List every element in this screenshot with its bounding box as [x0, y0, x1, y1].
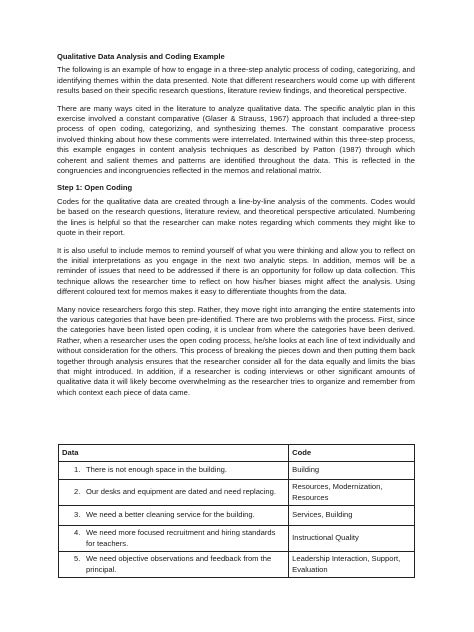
- table-row: [59, 506, 415, 526]
- data-cell: [59, 526, 289, 552]
- intro-paragraph: There are many ways cited in the literature to analyze qualitative data. The specific analytic plan in this exercise involved a constant comparative (Glaser & Strauss, 1967) approach that included a three-step process of open coding, categorizing, and synthesizing themes. The constant comparative process involved thinking about how these comments were interrelated. Intertwined within this three-step process, this example engages in content analysis techniques as described by Patton (1987) through which coherent and salient themes and patterns are identified throughout the data. This is reflected in the congruencies and incongruencies reflected in the memos and relational matrix.: [57, 103, 415, 176]
- column-header-code: Code: [289, 445, 415, 462]
- code-cell: Services, Building: [289, 506, 415, 526]
- row-number: 3.: [74, 510, 81, 520]
- column-header-data: Data: [59, 445, 289, 462]
- code-cell: Instructional Quality: [289, 526, 415, 552]
- data-text: We need objective observations and feedback from the principal.: [86, 554, 272, 574]
- data-text: There is not enough space in the building.: [86, 465, 228, 475]
- table-row: [59, 526, 415, 552]
- row-number: 5.: [74, 554, 81, 564]
- data-text: Our desks and equipment are dated and need replacing.: [86, 487, 276, 497]
- table-row: [59, 480, 415, 506]
- data-cell: [59, 552, 289, 578]
- data-cell: [59, 462, 289, 480]
- coding-table: [58, 444, 415, 578]
- row-number: 4.: [74, 528, 81, 538]
- document-title: Qualitative Data Analysis and Coding Example: [57, 52, 225, 61]
- data-text: We need a better cleaning service for the building.: [86, 510, 255, 520]
- table-header-row: [59, 445, 415, 462]
- data-cell: [59, 506, 289, 526]
- intro-paragraph: The following is an example of how to engage in a three-step analytic process of coding, categorizing, and identifying themes within the data presented. Note that different researchers would come up with different results based on their specific research questions, literature review findings, and theoretical perspective.: [57, 65, 415, 96]
- step1-paragraph: Codes for the qualitative data are created through a line-by-line analysis of the comments. Codes would be based on the research questions, literature review, and theoretical perspective articulated. Numbering the lines is helpful so that the researcher can make notes regarding which comments they might like to quote in their report.: [57, 196, 415, 238]
- row-number: 1.: [74, 465, 81, 475]
- row-number: 2.: [74, 487, 81, 497]
- code-cell: Leadership Interaction, Support, Evaluation: [289, 552, 415, 578]
- table-row: [59, 552, 415, 578]
- data-cell: [59, 480, 289, 506]
- step1-paragraph: Many novice researchers forgo this step. Rather, they move right into arranging the entire statements into the various categories that have been pre-identified. There are two problems with the process. First, since the categories have been listed open coding, it is unclear from where the categories have been derived. Rather, when a researcher uses the open coding process, he/she looks at each line of text individually and without consideration for the others. This process of breaking the pieces down and then putting them back together through analysis ensures that the researcher consider all for the data equally and limits the bias that might introduced. In addition, if a researcher is coding interviews or other significant amounts of qualitative data it will likely become overwhelming as the researcher tries to organize and remember from which context each piece of data came.: [57, 304, 415, 397]
- code-cell: Building: [289, 462, 415, 480]
- section-heading-step1: Step 1: Open Coding: [57, 183, 133, 193]
- table-row: [59, 462, 415, 480]
- step1-paragraph: It is also useful to include memos to remind yourself of what you were thinking and allow you to reflect on the initial interpretations as you engage in the next two analytic steps. In addition, memos will be a reminder of issues that need to be addressed if there is an opportunity for follow up data collection. This technique allows the researcher time to reflect on how his/her biases might affect the analysis. Using different coloured text for memos makes it easy to differentiate thoughts from the data.: [57, 245, 415, 297]
- data-text: We need more focused recruitment and hiring standards for teachers.: [86, 528, 276, 548]
- code-cell: Resources, Modernization, Resources: [289, 480, 415, 506]
- document-body: [57, 52, 415, 405]
